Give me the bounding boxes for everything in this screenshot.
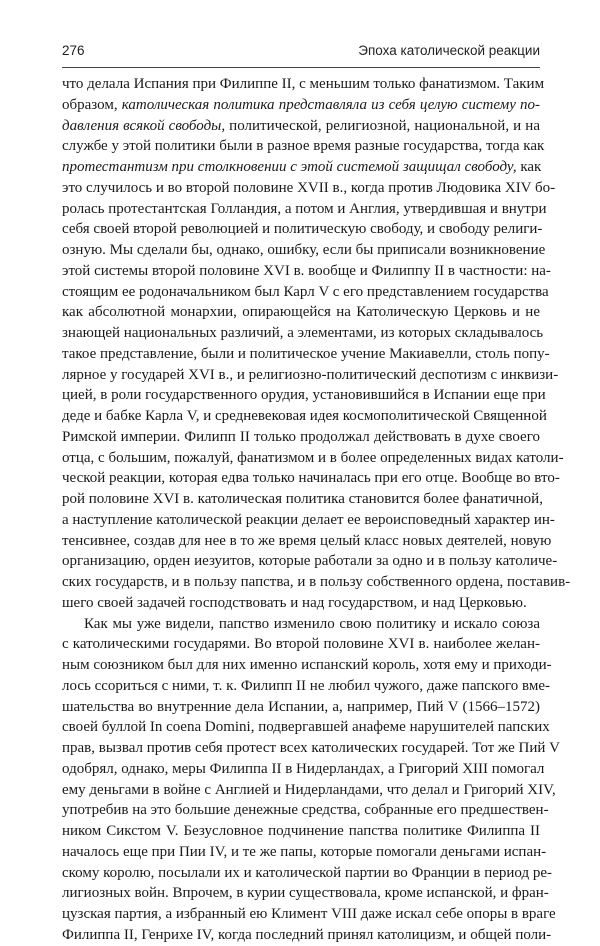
text-line: озную. Мы сделали бы, однако, ошибку, если бы приписали возникновение <box>62 242 546 258</box>
text-line: прав, вызвал против себя протест всех католических государей. Тот же Пий V <box>62 740 560 756</box>
text-line: давления всякой свободы, политической, религиозной, национальной, и на <box>62 117 540 134</box>
text-line: это случилось и во второй половине XVII в., когда против Людовика XIV бо- <box>62 179 556 196</box>
text-line: употребив на это большие денежные средства, собранные его предшествен- <box>62 802 549 819</box>
text-line: ным союзником был для них именно испанский король, хотя ему и приходи- <box>62 657 552 673</box>
text-line: службе у этой политики были в разное время разные государства, тогда как <box>62 138 545 155</box>
text-line: ником Сикстом V. Безусловное подчинение папства политике Филиппа II <box>62 823 540 839</box>
text-line: себя своей второй революцией и политическую свободу, и свободу религи- <box>62 221 543 238</box>
text-line: организацию, орден иезуитов, которые работали за одно и в пользу католиче- <box>62 553 558 570</box>
text-line: с католическими государями. Во второй половине XVI в. наиболее желан- <box>62 636 540 653</box>
text-line: лигиозных войн. Впрочем, в курии существовала, кроме испанской, и фран- <box>62 885 549 902</box>
running-title: Эпоха католической реакции <box>358 43 540 58</box>
italic-emphasis: католическая политика представляла из себя целую систему по- <box>121 96 540 113</box>
body-text <box>62 74 571 946</box>
text-line: Как мы уже видели, папство изменило свою политику и искало союза <box>84 615 540 632</box>
text-line: цией, в роли государственного орудия, установившийся в Испании еще при <box>62 387 546 404</box>
text-line: своей буллой In coena Domini, подвергавшей анафеме нарушителей папских <box>62 719 550 736</box>
header-rule <box>62 67 540 68</box>
text-line: одобрял, однако, меры Филиппа II в Нидерландах, а Григорий XIII помогал <box>62 760 545 777</box>
text-line: лярное у государей XVI в., и религиозно-политический деспотизм с инквизи- <box>62 366 559 383</box>
text-line: тенсивнее, создав для нее в то же время целый класс новых деятелей, новую <box>62 532 552 549</box>
text-line: образом, католическая политика представляла из себя целую систему по- <box>62 96 540 113</box>
text-line: цузская партия, а избранный ею Климент VIII даже искал себе опоры в враге <box>62 906 556 922</box>
text-line: отца, с большим, пожалуй, фанатизмом и в более определенных видах католи- <box>62 449 564 466</box>
text-line: ческой реакции, которая едва только начиналась при его отце. Вообще во вто- <box>62 470 560 487</box>
text-line: стоящим ее родоначальником был Карл V с его представлением государства <box>62 283 549 300</box>
text-line: ему деньгами в войне с Англией и Нидерландами, что делал и Григорий XIV, <box>62 781 556 798</box>
text-line: ских государств, и в пользу папства, и в пользу собственного ордена, поставив- <box>62 574 571 590</box>
text-line: этой системы второй половине XVI в. вообще и Филиппу II в частности: на- <box>62 262 551 279</box>
text-line: шего своей задачей господствовать и над государством, и над Церковью. <box>62 594 527 611</box>
italic-emphasis: протестантизм при столкновении с этой системой защищал свободу, <box>62 159 517 175</box>
text-line: скому королю, посылали их и католической партии во Франции в период ре- <box>62 864 553 881</box>
text-line: Филиппа II, Генрихе IV, когда последний принял католицизм, и общей поли- <box>62 926 552 943</box>
text-line: такое представление, были и политическое учение Макиавелли, столь попу- <box>62 345 550 362</box>
text-line: шательства во внутренние дела Испании, а, например, Пий V (1566–1572) <box>62 698 540 715</box>
text-line: лось ссориться с ними, т. к. Филипп II не любил чужого, даже папского вме- <box>62 677 550 694</box>
text-line: знающей национальных различий, а элементами, из которых складывалось <box>62 325 544 341</box>
text-line: протестантизм при столкновении с этой системой защищал свободу, как <box>62 159 542 175</box>
text-line: деде и бабке Карла V, и средневековая идея космополитической Священной <box>62 408 547 424</box>
page-number: 276 <box>62 43 85 58</box>
text-line: ролась протестантская Голландия, а потом и Англия, утвердившая и внутри <box>62 200 547 217</box>
text-line: как абсолютной монархии, опирающейся на Католическую Церковь и не <box>62 304 540 321</box>
text-line: а наступление католической реакции делает ее вероисповедный характер ин- <box>62 511 555 528</box>
text-line: что делала Испания при Филиппе II, с меньшим только фанатизмом. Таким <box>62 76 545 92</box>
italic-emphasis: давления всякой свободы, <box>62 117 226 134</box>
text-line: рой половине XVI в. католическая политика становится более фанатичной, <box>62 491 543 507</box>
text-line: началось еще при Пии IV, и те же папы, которые помогали деньгами испан- <box>62 843 547 860</box>
running-header <box>62 43 540 58</box>
text-line: Римской империи. Филипп II только продолжал действовать в духе своего <box>62 428 540 445</box>
